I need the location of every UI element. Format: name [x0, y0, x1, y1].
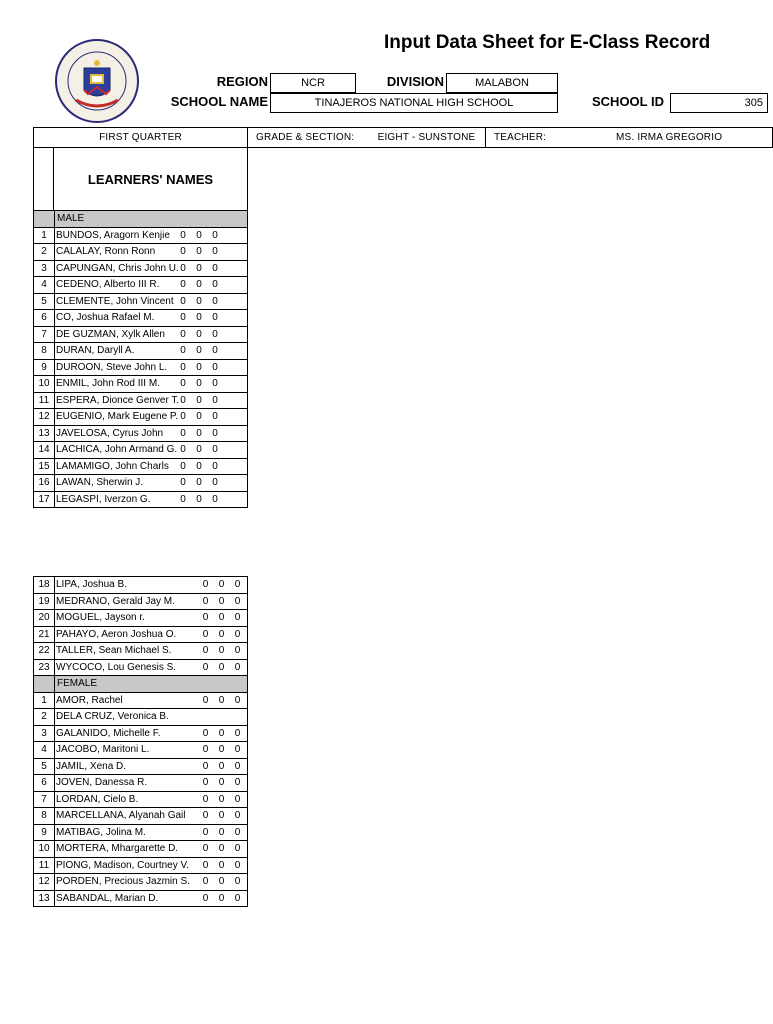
score-value: 0	[202, 760, 209, 772]
row-number: 4	[34, 742, 55, 759]
learner-name: CEDENO, Alberto III R.	[55, 277, 152, 294]
score-value: 0	[196, 295, 202, 307]
table-row	[34, 742, 248, 759]
score-value: 0	[234, 645, 241, 657]
school-id-label: SCHOOL ID	[592, 94, 664, 109]
score-value: 0	[202, 859, 209, 871]
score-cells	[151, 310, 248, 327]
score-value: 0	[196, 345, 202, 357]
table-row	[34, 758, 248, 775]
learner-name: BUNDOS, Aragorn Kenjie	[55, 227, 152, 244]
teacher-label: TEACHER:	[494, 132, 547, 143]
table-row	[34, 874, 248, 891]
grade-section-value: EIGHT - SUNSTONE	[368, 128, 486, 147]
score-value: 0	[196, 411, 202, 423]
score-value: 0	[218, 810, 225, 822]
score-value: 0	[196, 493, 202, 505]
score-cells	[196, 758, 248, 775]
score-value: 0	[180, 229, 186, 241]
score-value: 0	[218, 892, 225, 904]
score-cells	[196, 791, 248, 808]
table-row	[34, 692, 248, 709]
score-cells	[196, 725, 248, 742]
score-value: 0	[218, 859, 225, 871]
score-value: 0	[180, 328, 186, 340]
learner-name: DUROON, Steve John L.	[55, 359, 152, 376]
row-number: 21	[34, 626, 55, 643]
score-value: 0	[196, 477, 202, 489]
score-value: 0	[234, 876, 241, 888]
score-value: 0	[202, 777, 209, 789]
score-value: 0	[202, 876, 209, 888]
learner-name: LAWAN, Sherwin J.	[55, 475, 152, 492]
row-number: 22	[34, 643, 55, 660]
row-number: 7	[34, 326, 55, 343]
score-cells	[196, 593, 248, 610]
score-value: 0	[180, 477, 186, 489]
score-value: 0	[234, 595, 241, 607]
score-value: 0	[234, 810, 241, 822]
score-cells	[196, 841, 248, 858]
score-value: 0	[180, 427, 186, 439]
learner-name: CO, Joshua Rafael M.	[55, 310, 152, 327]
score-value: 0	[212, 477, 218, 489]
score-cells	[151, 277, 248, 294]
score-value: 0	[180, 246, 186, 258]
score-cells	[196, 709, 248, 726]
learner-name: LIPA, Joshua B.	[55, 577, 197, 594]
score-cells	[151, 244, 248, 261]
learners-table-page-1	[33, 210, 248, 508]
score-value: 0	[196, 394, 202, 406]
row-number: 5	[34, 293, 55, 310]
table-row	[34, 577, 248, 594]
score-value: 0	[180, 361, 186, 373]
score-value: 0	[212, 361, 218, 373]
table-row	[34, 376, 248, 393]
table-row	[34, 824, 248, 841]
score-value: 0	[180, 312, 186, 324]
score-value: 0	[218, 595, 225, 607]
score-value: 0	[218, 777, 225, 789]
table-row	[34, 260, 248, 277]
learner-name: ENMIL, John Rod III M.	[55, 376, 152, 393]
score-cells	[196, 808, 248, 825]
score-cells	[196, 626, 248, 643]
score-value: 0	[234, 892, 241, 904]
learner-name: PIONG, Madison, Courtney V.	[55, 857, 197, 874]
score-value: 0	[180, 394, 186, 406]
learner-name: CLEMENTE, John Vincent	[55, 293, 152, 310]
table-row	[34, 359, 248, 376]
row-number: 10	[34, 376, 55, 393]
number-column-header	[34, 148, 54, 211]
row-number: 6	[34, 775, 55, 792]
table-row	[34, 475, 248, 492]
table-row	[34, 890, 248, 907]
learner-name: LEGASPI, Iverzon G.	[55, 491, 152, 508]
section-number-cell	[34, 676, 55, 693]
table-row	[34, 643, 248, 660]
score-value: 0	[202, 595, 209, 607]
score-value: 0	[218, 843, 225, 855]
learner-name: DURAN, Daryll A.	[55, 343, 152, 360]
row-number: 11	[34, 857, 55, 874]
section-header-male	[34, 211, 248, 228]
table-row	[34, 709, 248, 726]
score-value: 0	[180, 345, 186, 357]
score-value: 0	[218, 612, 225, 624]
score-value: 0	[202, 810, 209, 822]
row-number: 15	[34, 458, 55, 475]
score-value: 0	[212, 295, 218, 307]
score-value: 0	[196, 460, 202, 472]
score-value: 0	[196, 444, 202, 456]
row-number: 13	[34, 425, 55, 442]
learner-name: EUGENIO, Mark Eugene P.	[55, 409, 152, 426]
score-value: 0	[212, 444, 218, 456]
row-number: 11	[34, 392, 55, 409]
score-cells	[151, 343, 248, 360]
score-value: 0	[212, 378, 218, 390]
learner-name: ESPERA, Dionce Genver T.	[55, 392, 152, 409]
row-number: 19	[34, 593, 55, 610]
score-value: 0	[212, 229, 218, 241]
score-value: 0	[218, 744, 225, 756]
score-value: 0	[218, 876, 225, 888]
score-value: 0	[196, 262, 202, 274]
learner-name: MATIBAG, Jolina M.	[55, 824, 197, 841]
section-label: MALE	[55, 211, 248, 228]
table-row	[34, 857, 248, 874]
learner-name: LORDAN, Cielo B.	[55, 791, 197, 808]
score-value: 0	[202, 892, 209, 904]
score-value: 0	[234, 744, 241, 756]
table-row	[34, 293, 248, 310]
document-title: Input Data Sheet for E-Class Record	[384, 32, 711, 53]
score-value: 0	[180, 411, 186, 423]
score-cells	[196, 577, 248, 594]
learner-name: JAVELOSA, Cyrus John	[55, 425, 152, 442]
score-value: 0	[212, 312, 218, 324]
row-number: 14	[34, 442, 55, 459]
score-value: 0	[180, 295, 186, 307]
learner-name: MORTERA, Mhargarette D.	[55, 841, 197, 858]
score-value: 0	[212, 394, 218, 406]
table-row	[34, 277, 248, 294]
score-value: 0	[234, 694, 241, 706]
table-row	[34, 659, 248, 676]
learner-name: DE GUZMAN, Xylk Allen	[55, 326, 152, 343]
table-row	[34, 610, 248, 627]
score-value: 0	[196, 378, 202, 390]
score-value: 0	[196, 279, 202, 291]
row-number: 2	[34, 244, 55, 261]
learner-name: PAHAYO, Aeron Joshua O.	[55, 626, 197, 643]
score-value: 0	[196, 427, 202, 439]
row-number: 8	[34, 343, 55, 360]
score-cells	[151, 491, 248, 508]
score-cells	[151, 376, 248, 393]
table-row	[34, 626, 248, 643]
score-cells	[196, 874, 248, 891]
learner-name: WYCOCO, Lou Genesis S.	[55, 659, 197, 676]
school-name-field: TINAJEROS NATIONAL HIGH SCHOOL	[270, 93, 558, 113]
table-row	[34, 841, 248, 858]
table-row	[34, 343, 248, 360]
score-value: 0	[196, 361, 202, 373]
row-number: 1	[34, 227, 55, 244]
score-cells	[196, 643, 248, 660]
score-cells	[196, 857, 248, 874]
table-row	[34, 593, 248, 610]
row-number: 18	[34, 577, 55, 594]
quarter-info-bar	[33, 127, 773, 148]
table-row	[34, 326, 248, 343]
row-number: 1	[34, 692, 55, 709]
score-value: 0	[180, 378, 186, 390]
score-value: 0	[180, 493, 186, 505]
score-cells	[196, 610, 248, 627]
table-row	[34, 392, 248, 409]
learner-name: MOGUEL, Jayson r.	[55, 610, 197, 627]
score-value: 0	[212, 460, 218, 472]
score-value: 0	[218, 727, 225, 739]
learner-name: AMOR, Rachel	[55, 692, 197, 709]
row-number: 4	[34, 277, 55, 294]
score-value: 0	[212, 246, 218, 258]
learner-name: MEDRANO, Gerald Jay M.	[55, 593, 197, 610]
score-value: 0	[202, 645, 209, 657]
row-number: 5	[34, 758, 55, 775]
score-value: 0	[180, 279, 186, 291]
score-value: 0	[218, 628, 225, 640]
table-row	[34, 791, 248, 808]
score-value: 0	[202, 793, 209, 805]
table-row	[34, 808, 248, 825]
learner-name: MARCELLANA, Alyanah Gail	[55, 808, 197, 825]
score-cells	[196, 692, 248, 709]
table-row	[34, 409, 248, 426]
score-value: 0	[212, 328, 218, 340]
score-cells	[196, 890, 248, 907]
section-number-cell	[34, 211, 55, 228]
learner-name: LAMAMIGO, John Charls	[55, 458, 152, 475]
score-value: 0	[234, 859, 241, 871]
score-value: 0	[212, 493, 218, 505]
score-value: 0	[234, 579, 241, 591]
score-value: 0	[218, 694, 225, 706]
score-value: 0	[180, 444, 186, 456]
row-number: 2	[34, 709, 55, 726]
score-value: 0	[218, 579, 225, 591]
table-row	[34, 425, 248, 442]
learner-name: TALLER, Sean Michael S.	[55, 643, 197, 660]
learner-name: JACOBO, Maritoni L.	[55, 742, 197, 759]
grade-section-label: GRADE & SECTION:	[256, 132, 355, 143]
table-row	[34, 244, 248, 261]
score-value: 0	[180, 460, 186, 472]
row-number: 10	[34, 841, 55, 858]
score-value: 0	[196, 229, 202, 241]
row-number: 13	[34, 890, 55, 907]
learner-name: CAPUNGAN, Chris John U.	[55, 260, 152, 277]
score-value: 0	[218, 793, 225, 805]
table-row	[34, 442, 248, 459]
learner-name: JAMIL, Xena D.	[55, 758, 197, 775]
row-number: 16	[34, 475, 55, 492]
learner-name: CALALAY, Ronn Ronn	[55, 244, 152, 261]
score-value: 0	[202, 612, 209, 624]
score-value: 0	[212, 411, 218, 423]
score-cells	[196, 775, 248, 792]
score-cells	[151, 475, 248, 492]
score-value: 0	[218, 645, 225, 657]
score-value: 0	[234, 661, 241, 673]
table-row	[34, 491, 248, 508]
table-row	[34, 458, 248, 475]
row-number: 3	[34, 725, 55, 742]
learner-name: DELA CRUZ, Veronica B.	[55, 709, 197, 726]
learner-name: LACHICA, John Armand G.	[55, 442, 152, 459]
learners-names-title: LEARNERS' NAMES	[87, 172, 214, 187]
division-label: DIVISION	[386, 74, 444, 89]
row-number: 17	[34, 491, 55, 508]
score-value: 0	[180, 262, 186, 274]
score-value: 0	[202, 661, 209, 673]
score-cells	[196, 659, 248, 676]
row-number: 9	[34, 359, 55, 376]
learner-name: SABANDAL, Marian D.	[55, 890, 197, 907]
row-number: 3	[34, 260, 55, 277]
row-number: 23	[34, 659, 55, 676]
deped-seal-logo	[54, 38, 140, 124]
quarter-cell: FIRST QUARTER	[34, 128, 248, 147]
learner-name: JOVEN, Danessa R.	[55, 775, 197, 792]
row-number: 8	[34, 808, 55, 825]
learners-names-header	[33, 148, 248, 211]
score-value: 0	[202, 579, 209, 591]
score-cells	[196, 742, 248, 759]
score-value: 0	[202, 628, 209, 640]
score-value: 0	[234, 727, 241, 739]
score-value: 0	[196, 246, 202, 258]
learner-name: PORDEN, Precious Jazmin S.	[55, 874, 197, 891]
section-header-female	[34, 676, 248, 693]
row-number: 12	[34, 874, 55, 891]
score-value: 0	[212, 279, 218, 291]
region-label: REGION	[216, 74, 268, 89]
section-label: FEMALE	[55, 676, 248, 693]
region-field: NCR	[270, 73, 356, 93]
score-value: 0	[218, 760, 225, 772]
score-value: 0	[202, 843, 209, 855]
score-value: 0	[218, 661, 225, 673]
score-value: 0	[234, 628, 241, 640]
row-number: 7	[34, 791, 55, 808]
table-row	[34, 775, 248, 792]
table-row	[34, 725, 248, 742]
score-value: 0	[234, 793, 241, 805]
teacher-value: MS. IRMA GREGORIO	[616, 132, 723, 143]
learner-name: GALANIDO, Michelle F.	[55, 725, 197, 742]
score-value: 0	[234, 760, 241, 772]
score-value: 0	[202, 694, 209, 706]
score-value: 0	[234, 612, 241, 624]
score-value: 0	[234, 843, 241, 855]
score-cells	[196, 824, 248, 841]
division-field: MALABON	[446, 73, 558, 93]
score-value: 0	[202, 744, 209, 756]
school-name-label: SCHOOL NAME	[170, 94, 268, 109]
score-value: 0	[212, 427, 218, 439]
score-value: 0	[212, 262, 218, 274]
score-cells	[151, 425, 248, 442]
score-value: 0	[196, 312, 202, 324]
score-value: 0	[202, 727, 209, 739]
school-id-field: 305	[670, 93, 768, 113]
score-value: 0	[218, 826, 225, 838]
row-number: 9	[34, 824, 55, 841]
score-value: 0	[196, 328, 202, 340]
score-value: 0	[234, 826, 241, 838]
learners-table-page-2	[33, 576, 248, 907]
row-number: 12	[34, 409, 55, 426]
score-value: 0	[202, 826, 209, 838]
table-row	[34, 227, 248, 244]
score-value: 0	[212, 345, 218, 357]
score-cells	[151, 326, 248, 343]
row-number: 20	[34, 610, 55, 627]
score-value: 0	[234, 777, 241, 789]
row-number: 6	[34, 310, 55, 327]
table-row	[34, 310, 248, 327]
